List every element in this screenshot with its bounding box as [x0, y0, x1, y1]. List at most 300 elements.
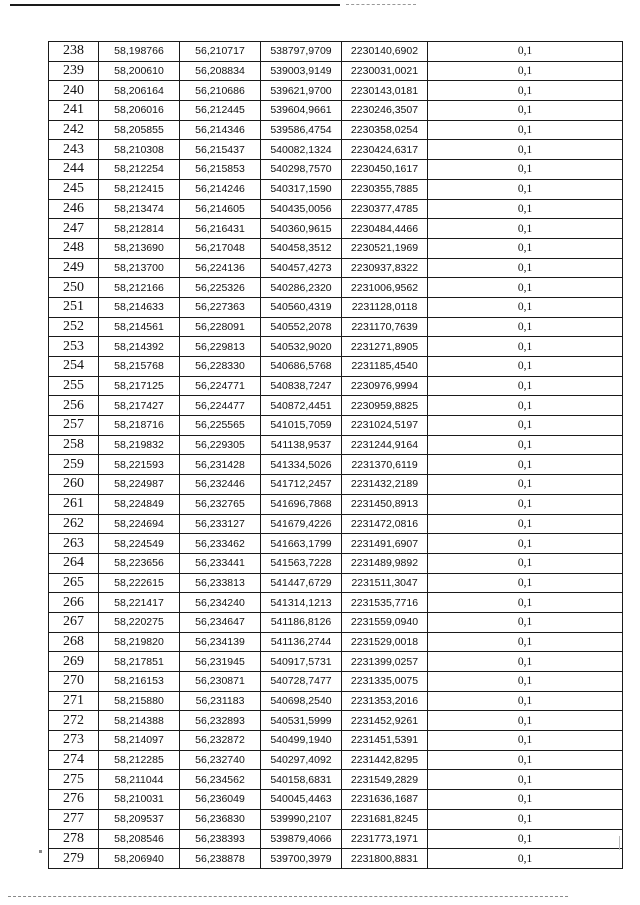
table-row [49, 731, 623, 751]
tolerance-cell: 0,1 [428, 672, 623, 692]
y-coordinate-cell: 2230450,1617 [342, 160, 428, 180]
longitude-cell: 56,224771 [180, 376, 261, 396]
latitude-cell: 58,224849 [99, 494, 180, 514]
tolerance-cell: 0,1 [428, 278, 623, 298]
y-coordinate-cell: 2231636,1687 [342, 790, 428, 810]
y-coordinate-cell: 2230976,9994 [342, 376, 428, 396]
tolerance-cell: 0,1 [428, 81, 623, 101]
y-coordinate-cell: 2231452,9261 [342, 711, 428, 731]
longitude-cell: 56,228330 [180, 357, 261, 377]
y-coordinate-cell: 2231353,2016 [342, 691, 428, 711]
tolerance-cell: 0,1 [428, 120, 623, 140]
y-coordinate-cell: 2231681,8245 [342, 809, 428, 829]
y-coordinate-cell: 2230140,6902 [342, 42, 428, 62]
longitude-cell: 56,229305 [180, 435, 261, 455]
top-dotted-rule [346, 4, 416, 5]
table-row [49, 278, 623, 298]
y-coordinate-cell: 2231450,8913 [342, 494, 428, 514]
table-row [49, 337, 623, 357]
latitude-cell: 58,212285 [99, 750, 180, 770]
table-row [49, 357, 623, 377]
longitude-cell: 56,234139 [180, 632, 261, 652]
x-coordinate-cell: 541314,1213 [261, 593, 342, 613]
x-coordinate-cell: 541712,2457 [261, 475, 342, 495]
point-number-cell: 252 [49, 317, 99, 337]
tolerance-cell: 0,1 [428, 573, 623, 593]
latitude-cell: 58,219832 [99, 435, 180, 455]
y-coordinate-cell: 2231800,8831 [342, 849, 428, 869]
scan-speck [39, 850, 42, 853]
y-coordinate-cell: 2231442,8295 [342, 750, 428, 770]
y-coordinate-cell: 2231529,0018 [342, 632, 428, 652]
tolerance-cell: 0,1 [428, 770, 623, 790]
table-row [49, 809, 623, 829]
table-row [49, 160, 623, 180]
point-number-cell: 242 [49, 120, 99, 140]
longitude-cell: 56,230871 [180, 672, 261, 692]
longitude-cell: 56,210686 [180, 81, 261, 101]
table-row [49, 120, 623, 140]
x-coordinate-cell: 539586,4754 [261, 120, 342, 140]
x-coordinate-cell: 540297,4092 [261, 750, 342, 770]
point-number-cell: 239 [49, 61, 99, 81]
latitude-cell: 58,209537 [99, 809, 180, 829]
table-row [49, 632, 623, 652]
x-coordinate-cell: 540360,9615 [261, 219, 342, 239]
table-row [49, 199, 623, 219]
y-coordinate-cell: 2231006,9562 [342, 278, 428, 298]
latitude-cell: 58,206164 [99, 81, 180, 101]
table-row [49, 553, 623, 573]
longitude-cell: 56,233462 [180, 534, 261, 554]
latitude-cell: 58,220275 [99, 612, 180, 632]
tolerance-cell: 0,1 [428, 829, 623, 849]
table-row [49, 593, 623, 613]
point-number-cell: 264 [49, 553, 99, 573]
y-coordinate-cell: 2230377,4785 [342, 199, 428, 219]
point-number-cell: 247 [49, 219, 99, 239]
table-row [49, 376, 623, 396]
point-number-cell: 258 [49, 435, 99, 455]
x-coordinate-cell: 540435,0056 [261, 199, 342, 219]
point-number-cell: 254 [49, 357, 99, 377]
longitude-cell: 56,224136 [180, 258, 261, 278]
latitude-cell: 58,214633 [99, 297, 180, 317]
latitude-cell: 58,214392 [99, 337, 180, 357]
x-coordinate-cell: 540917,5731 [261, 652, 342, 672]
tolerance-cell: 0,1 [428, 376, 623, 396]
longitude-cell: 56,214346 [180, 120, 261, 140]
point-number-cell: 238 [49, 42, 99, 62]
y-coordinate-cell: 2230959,8825 [342, 396, 428, 416]
x-coordinate-cell: 540286,2320 [261, 278, 342, 298]
y-coordinate-cell: 2230355,7885 [342, 179, 428, 199]
point-number-cell: 268 [49, 632, 99, 652]
tolerance-cell: 0,1 [428, 494, 623, 514]
tolerance-cell: 0,1 [428, 534, 623, 554]
tolerance-cell: 0,1 [428, 514, 623, 534]
longitude-cell: 56,210717 [180, 42, 261, 62]
y-coordinate-cell: 2231335,0075 [342, 672, 428, 692]
tolerance-cell: 0,1 [428, 416, 623, 436]
point-number-cell: 241 [49, 101, 99, 121]
x-coordinate-cell: 540686,5768 [261, 357, 342, 377]
y-coordinate-cell: 2231511,3047 [342, 573, 428, 593]
x-coordinate-cell: 541563,7228 [261, 553, 342, 573]
longitude-cell: 56,225326 [180, 278, 261, 298]
point-number-cell: 240 [49, 81, 99, 101]
table-row [49, 219, 623, 239]
x-coordinate-cell: 541138,9537 [261, 435, 342, 455]
bottom-dotted-rule [8, 896, 568, 897]
longitude-cell: 56,212445 [180, 101, 261, 121]
x-coordinate-cell: 540838,7247 [261, 376, 342, 396]
tolerance-cell: 0,1 [428, 219, 623, 239]
point-number-cell: 272 [49, 711, 99, 731]
table-row [49, 691, 623, 711]
point-number-cell: 275 [49, 770, 99, 790]
longitude-cell: 56,238878 [180, 849, 261, 869]
point-number-cell: 278 [49, 829, 99, 849]
latitude-cell: 58,212415 [99, 179, 180, 199]
latitude-cell: 58,224694 [99, 514, 180, 534]
latitude-cell: 58,205855 [99, 120, 180, 140]
table-row [49, 317, 623, 337]
point-number-cell: 262 [49, 514, 99, 534]
tolerance-cell: 0,1 [428, 42, 623, 62]
table-row [49, 534, 623, 554]
point-number-cell: 253 [49, 337, 99, 357]
longitude-cell: 56,233441 [180, 553, 261, 573]
x-coordinate-cell: 540531,5999 [261, 711, 342, 731]
tolerance-cell: 0,1 [428, 553, 623, 573]
point-number-cell: 265 [49, 573, 99, 593]
point-number-cell: 249 [49, 258, 99, 278]
y-coordinate-cell: 2231451,5391 [342, 731, 428, 751]
point-number-cell: 259 [49, 455, 99, 475]
tolerance-cell: 0,1 [428, 455, 623, 475]
point-number-cell: 256 [49, 396, 99, 416]
coordinates-table-body [49, 42, 623, 869]
y-coordinate-cell: 2231370,6119 [342, 455, 428, 475]
tolerance-cell: 0,1 [428, 731, 623, 751]
point-number-cell: 257 [49, 416, 99, 436]
table-row [49, 829, 623, 849]
tolerance-cell: 0,1 [428, 632, 623, 652]
table-row [49, 396, 623, 416]
longitude-cell: 56,228091 [180, 317, 261, 337]
latitude-cell: 58,214561 [99, 317, 180, 337]
x-coordinate-cell: 541679,4226 [261, 514, 342, 534]
longitude-cell: 56,236830 [180, 809, 261, 829]
y-coordinate-cell: 2231399,0257 [342, 652, 428, 672]
longitude-cell: 56,231945 [180, 652, 261, 672]
latitude-cell: 58,212166 [99, 278, 180, 298]
x-coordinate-cell: 540158,6831 [261, 770, 342, 790]
x-coordinate-cell: 539700,3979 [261, 849, 342, 869]
latitude-cell: 58,212814 [99, 219, 180, 239]
x-coordinate-cell: 541696,7868 [261, 494, 342, 514]
y-coordinate-cell: 2230358,0254 [342, 120, 428, 140]
table-row [49, 81, 623, 101]
tolerance-cell: 0,1 [428, 297, 623, 317]
latitude-cell: 58,217125 [99, 376, 180, 396]
table-row [49, 475, 623, 495]
x-coordinate-cell: 540499,1940 [261, 731, 342, 751]
x-coordinate-cell: 539990,2107 [261, 809, 342, 829]
table-row [49, 672, 623, 692]
point-number-cell: 279 [49, 849, 99, 869]
y-coordinate-cell: 2231432,2189 [342, 475, 428, 495]
latitude-cell: 58,221417 [99, 593, 180, 613]
longitude-cell: 56,225565 [180, 416, 261, 436]
y-coordinate-cell: 2231559,0940 [342, 612, 428, 632]
latitude-cell: 58,223656 [99, 553, 180, 573]
x-coordinate-cell: 539879,4066 [261, 829, 342, 849]
y-coordinate-cell: 2230424,6317 [342, 140, 428, 160]
tolerance-cell: 0,1 [428, 258, 623, 278]
latitude-cell: 58,206016 [99, 101, 180, 121]
tolerance-cell: 0,1 [428, 396, 623, 416]
y-coordinate-cell: 2231244,9164 [342, 435, 428, 455]
tolerance-cell: 0,1 [428, 101, 623, 121]
point-number-cell: 250 [49, 278, 99, 298]
longitude-cell: 56,224477 [180, 396, 261, 416]
x-coordinate-cell: 540298,7570 [261, 160, 342, 180]
table-row [49, 573, 623, 593]
longitude-cell: 56,232893 [180, 711, 261, 731]
tolerance-cell: 0,1 [428, 61, 623, 81]
tolerance-cell: 0,1 [428, 435, 623, 455]
x-coordinate-cell: 540698,2540 [261, 691, 342, 711]
tolerance-cell: 0,1 [428, 140, 623, 160]
x-coordinate-cell: 541334,5026 [261, 455, 342, 475]
x-coordinate-cell: 539604,9661 [261, 101, 342, 121]
latitude-cell: 58,200610 [99, 61, 180, 81]
longitude-cell: 56,231428 [180, 455, 261, 475]
latitude-cell: 58,217427 [99, 396, 180, 416]
latitude-cell: 58,224987 [99, 475, 180, 495]
longitude-cell: 56,234647 [180, 612, 261, 632]
x-coordinate-cell: 540045,4463 [261, 790, 342, 810]
table-row [49, 750, 623, 770]
latitude-cell: 58,212254 [99, 160, 180, 180]
point-number-cell: 255 [49, 376, 99, 396]
tolerance-cell: 0,1 [428, 199, 623, 219]
y-coordinate-cell: 2230521,1969 [342, 238, 428, 258]
point-number-cell: 277 [49, 809, 99, 829]
point-number-cell: 269 [49, 652, 99, 672]
tolerance-cell: 0,1 [428, 357, 623, 377]
longitude-cell: 56,215853 [180, 160, 261, 180]
longitude-cell: 56,233127 [180, 514, 261, 534]
latitude-cell: 58,210031 [99, 790, 180, 810]
longitude-cell: 56,234240 [180, 593, 261, 613]
latitude-cell: 58,206940 [99, 849, 180, 869]
table-row [49, 416, 623, 436]
tolerance-cell: 0,1 [428, 593, 623, 613]
x-coordinate-cell: 540457,4273 [261, 258, 342, 278]
y-coordinate-cell: 2231271,8905 [342, 337, 428, 357]
table-row [49, 652, 623, 672]
latitude-cell: 58,217851 [99, 652, 180, 672]
table-row [49, 258, 623, 278]
latitude-cell: 58,224549 [99, 534, 180, 554]
latitude-cell: 58,210308 [99, 140, 180, 160]
y-coordinate-cell: 2231472,0816 [342, 514, 428, 534]
point-number-cell: 274 [49, 750, 99, 770]
y-coordinate-cell: 2230484,4466 [342, 219, 428, 239]
longitude-cell: 56,208834 [180, 61, 261, 81]
point-number-cell: 244 [49, 160, 99, 180]
x-coordinate-cell: 541015,7059 [261, 416, 342, 436]
table-row [49, 435, 623, 455]
longitude-cell: 56,232872 [180, 731, 261, 751]
x-coordinate-cell: 541136,2744 [261, 632, 342, 652]
latitude-cell: 58,215880 [99, 691, 180, 711]
latitude-cell: 58,213690 [99, 238, 180, 258]
tolerance-cell: 0,1 [428, 652, 623, 672]
longitude-cell: 56,215437 [180, 140, 261, 160]
latitude-cell: 58,213700 [99, 258, 180, 278]
point-number-cell: 267 [49, 612, 99, 632]
tolerance-cell: 0,1 [428, 612, 623, 632]
table-row [49, 238, 623, 258]
y-coordinate-cell: 2230246,3507 [342, 101, 428, 121]
table-row [49, 61, 623, 81]
table-row [49, 711, 623, 731]
table-row [49, 612, 623, 632]
tolerance-cell: 0,1 [428, 750, 623, 770]
y-coordinate-cell: 2230937,8322 [342, 258, 428, 278]
point-number-cell: 245 [49, 179, 99, 199]
table-row [49, 494, 623, 514]
point-number-cell: 263 [49, 534, 99, 554]
y-coordinate-cell: 2231185,4540 [342, 357, 428, 377]
point-number-cell: 260 [49, 475, 99, 495]
table-row [49, 849, 623, 869]
longitude-cell: 56,227363 [180, 297, 261, 317]
latitude-cell: 58,219820 [99, 632, 180, 652]
y-coordinate-cell: 2231773,1971 [342, 829, 428, 849]
tolerance-cell: 0,1 [428, 849, 623, 869]
x-coordinate-cell: 540728,7477 [261, 672, 342, 692]
tolerance-cell: 0,1 [428, 179, 623, 199]
coordinates-table [48, 41, 623, 869]
longitude-cell: 56,238393 [180, 829, 261, 849]
latitude-cell: 58,218716 [99, 416, 180, 436]
x-coordinate-cell: 538797,9709 [261, 42, 342, 62]
tolerance-cell: 0,1 [428, 691, 623, 711]
longitude-cell: 56,232446 [180, 475, 261, 495]
y-coordinate-cell: 2231549,2829 [342, 770, 428, 790]
x-coordinate-cell: 540317,1590 [261, 179, 342, 199]
table-row [49, 455, 623, 475]
point-number-cell: 271 [49, 691, 99, 711]
tolerance-cell: 0,1 [428, 337, 623, 357]
longitude-cell: 56,233813 [180, 573, 261, 593]
x-coordinate-cell: 540872,4451 [261, 396, 342, 416]
y-coordinate-cell: 2230143,0181 [342, 81, 428, 101]
y-coordinate-cell: 2230031,0021 [342, 61, 428, 81]
table-row [49, 42, 623, 62]
x-coordinate-cell: 540552,2078 [261, 317, 342, 337]
y-coordinate-cell: 2231489,9892 [342, 553, 428, 573]
table-row [49, 179, 623, 199]
longitude-cell: 56,229813 [180, 337, 261, 357]
tolerance-cell: 0,1 [428, 238, 623, 258]
longitude-cell: 56,231183 [180, 691, 261, 711]
tolerance-cell: 0,1 [428, 160, 623, 180]
x-coordinate-cell: 540560,4319 [261, 297, 342, 317]
longitude-cell: 56,214246 [180, 179, 261, 199]
point-number-cell: 273 [49, 731, 99, 751]
y-coordinate-cell: 2231024,5197 [342, 416, 428, 436]
latitude-cell: 58,211044 [99, 770, 180, 790]
y-coordinate-cell: 2231491,6907 [342, 534, 428, 554]
latitude-cell: 58,221593 [99, 455, 180, 475]
longitude-cell: 56,216431 [180, 219, 261, 239]
point-number-cell: 243 [49, 140, 99, 160]
point-number-cell: 266 [49, 593, 99, 613]
longitude-cell: 56,217048 [180, 238, 261, 258]
latitude-cell: 58,208546 [99, 829, 180, 849]
tolerance-cell: 0,1 [428, 809, 623, 829]
latitude-cell: 58,222615 [99, 573, 180, 593]
table-row [49, 790, 623, 810]
table-row [49, 514, 623, 534]
y-coordinate-cell: 2231170,7639 [342, 317, 428, 337]
latitude-cell: 58,215768 [99, 357, 180, 377]
y-coordinate-cell: 2231128,0118 [342, 297, 428, 317]
table-row [49, 140, 623, 160]
table-row [49, 101, 623, 121]
point-number-cell: 248 [49, 238, 99, 258]
x-coordinate-cell: 541447,6729 [261, 573, 342, 593]
latitude-cell: 58,213474 [99, 199, 180, 219]
point-number-cell: 246 [49, 199, 99, 219]
point-number-cell: 270 [49, 672, 99, 692]
longitude-cell: 56,232740 [180, 750, 261, 770]
scan-edge-mark [619, 836, 620, 850]
latitude-cell: 58,214097 [99, 731, 180, 751]
tolerance-cell: 0,1 [428, 711, 623, 731]
y-coordinate-cell: 2231535,7716 [342, 593, 428, 613]
x-coordinate-cell: 540458,3512 [261, 238, 342, 258]
x-coordinate-cell: 541663,1799 [261, 534, 342, 554]
latitude-cell: 58,198766 [99, 42, 180, 62]
point-number-cell: 276 [49, 790, 99, 810]
x-coordinate-cell: 539621,9700 [261, 81, 342, 101]
table-row [49, 297, 623, 317]
table-row [49, 770, 623, 790]
longitude-cell: 56,232765 [180, 494, 261, 514]
longitude-cell: 56,234562 [180, 770, 261, 790]
top-rule [10, 4, 340, 6]
longitude-cell: 56,236049 [180, 790, 261, 810]
tolerance-cell: 0,1 [428, 790, 623, 810]
latitude-cell: 58,214388 [99, 711, 180, 731]
point-number-cell: 251 [49, 297, 99, 317]
longitude-cell: 56,214605 [180, 199, 261, 219]
x-coordinate-cell: 540082,1324 [261, 140, 342, 160]
latitude-cell: 58,216153 [99, 672, 180, 692]
point-number-cell: 261 [49, 494, 99, 514]
tolerance-cell: 0,1 [428, 317, 623, 337]
x-coordinate-cell: 539003,9149 [261, 61, 342, 81]
tolerance-cell: 0,1 [428, 475, 623, 495]
x-coordinate-cell: 541186,8126 [261, 612, 342, 632]
